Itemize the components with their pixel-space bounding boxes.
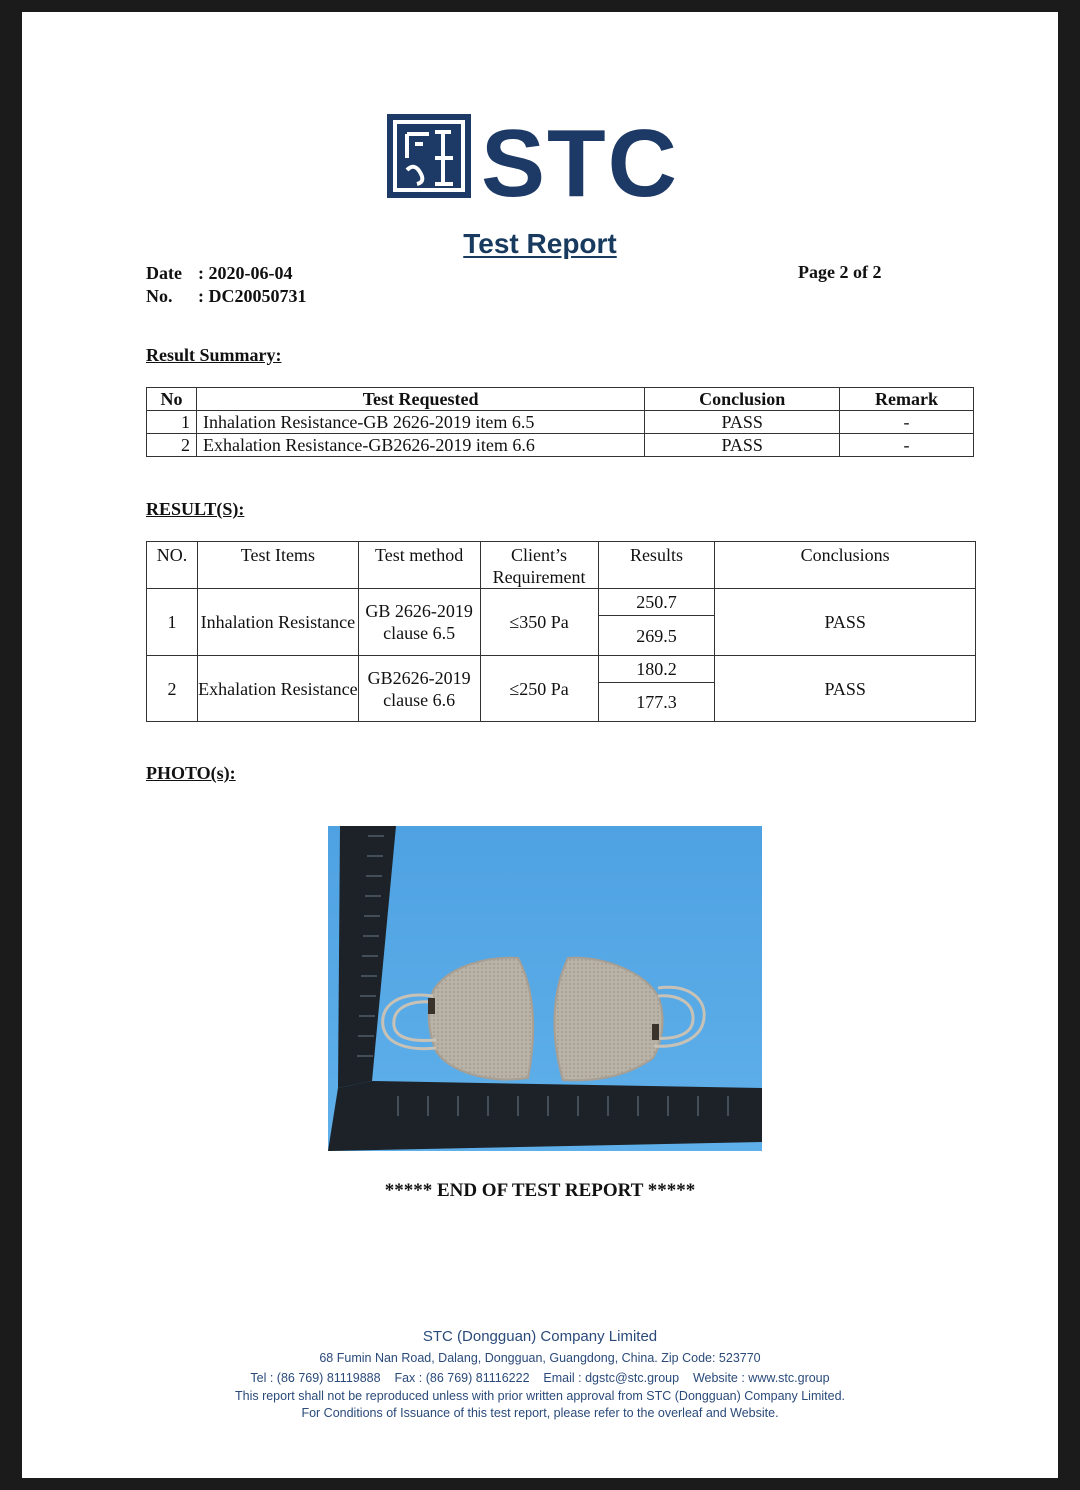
column-header: Conclusions [715, 542, 976, 589]
result-summary-heading: Result Summary: [146, 345, 282, 365]
test-method: GB 2626-2019 clause 6.5 [358, 589, 480, 656]
conclusion: PASS [645, 411, 840, 434]
column-header: Test method [358, 542, 480, 589]
report-meta [146, 262, 307, 308]
test-requested: Exhalation Resistance-GB2626-2019 item 6.6 [196, 434, 644, 457]
face-masks-photo [328, 826, 762, 1151]
test-item: Inhalation Resistance [197, 589, 358, 656]
result-value: 250.7 [598, 589, 715, 616]
column-header: No [147, 388, 197, 411]
number-value: : DC20050731 [198, 286, 307, 306]
conclusion: PASS [715, 589, 976, 656]
stc-logo [387, 112, 707, 202]
test-item: Exhalation Resistance [197, 656, 358, 722]
footer-notice: For Conditions of Issuance of this test report, please refer to the overleaf and Website. [301, 1406, 779, 1420]
column-header: NO. [147, 542, 198, 589]
conclusion: PASS [645, 434, 840, 457]
column-header: Client’s Requirement [480, 542, 598, 589]
report-title: Test Report [463, 228, 617, 259]
column-header: Results [598, 542, 715, 589]
table-row [147, 589, 976, 616]
results-table [146, 541, 976, 722]
result-value: 269.5 [598, 616, 715, 656]
page-number: Page 2 of 2 [798, 262, 882, 282]
test-requested: Inhalation Resistance-GB 2626-2019 item 6.5 [196, 411, 644, 434]
row-number: 1 [147, 411, 197, 434]
client-requirement: ≤250 Pa [480, 656, 598, 722]
photos-heading: PHOTO(s): [146, 763, 236, 783]
test-method: GB2626-2019 clause 6.6 [358, 656, 480, 722]
row-number: 2 [147, 656, 198, 722]
column-header: Remark [840, 388, 974, 411]
results-heading: RESULT(S): [146, 499, 245, 519]
date-label: Date [146, 263, 182, 283]
result-value: 177.3 [598, 683, 715, 722]
row-number: 1 [147, 589, 198, 656]
report-page [22, 12, 1058, 1478]
remark: - [840, 434, 974, 457]
remark: - [840, 411, 974, 434]
svg-text:STC: STC [481, 112, 679, 202]
footer-company: STC (Dongguan) Company Limited [422, 1328, 658, 1345]
conclusion: PASS [715, 656, 976, 722]
column-header: Test Items [197, 542, 358, 589]
number-label: No. [146, 286, 173, 306]
table-row [147, 656, 976, 683]
date-value: : 2020-06-04 [198, 263, 293, 283]
table-row [147, 434, 974, 457]
table-row [147, 411, 974, 434]
table-header-row [147, 388, 974, 411]
column-header: Test Requested [196, 388, 644, 411]
footer [22, 1326, 1058, 1422]
column-header: Conclusion [645, 388, 840, 411]
footer-notice: This report shall not be reproduced unless with prior written approval from STC (Dongguan) Company Limited. [234, 1389, 845, 1403]
end-of-report: ***** END OF TEST REPORT ***** [384, 1180, 696, 1201]
row-number: 2 [147, 434, 197, 457]
footer-address: 68 Fumin Nan Road, Dalang, Dongguan, Guangdong, China. Zip Code: 523770 [319, 1351, 761, 1365]
table-header-row [147, 542, 976, 589]
footer-contact: Tel : (86 769) 81119888 Fax : (86 769) 81116222 Email : dgstc@stc.group Website : www.stc.group [250, 1371, 830, 1385]
result-value: 180.2 [598, 656, 715, 683]
client-requirement: ≤350 Pa [480, 589, 598, 656]
result-summary-table [146, 387, 974, 457]
